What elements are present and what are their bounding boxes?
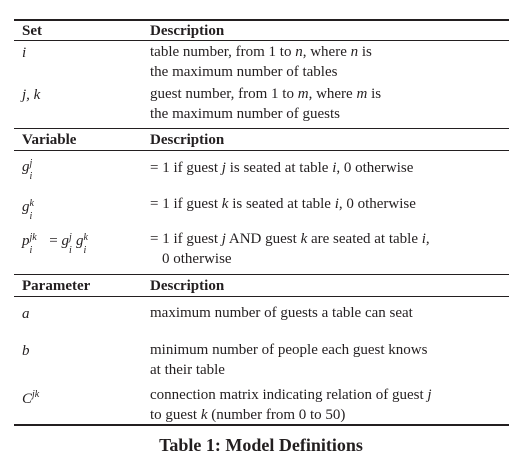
set-symbol-jk: j, k	[22, 87, 41, 103]
table-caption: Table 1: Model Definitions	[159, 435, 363, 455]
variable-symbol-gik: g k i	[22, 198, 34, 222]
set-jk-description	[150, 84, 381, 124]
variable-symbol-pijk: p jk i = g j i g k i	[22, 232, 88, 256]
variables-top-rule	[14, 128, 509, 129]
set-jk-desc-line-2: the maximum number of guests	[150, 106, 340, 122]
variables-header-rule	[14, 150, 509, 151]
variable-pijk-desc-line-2: 0 otherwise	[162, 251, 232, 267]
parameters-header-description: Description	[150, 278, 225, 294]
sets-header-rule	[14, 40, 509, 41]
parameter-b-description: minimum number of people each guest knows at their table	[150, 342, 428, 378]
variable-gik-description: = 1 if guest k is seated at table i, 0 otherwise	[150, 196, 416, 212]
variables-header-description: Description	[150, 132, 225, 148]
top-rule	[14, 19, 509, 21]
variable-gij-description: = 1 if guest j is seated at table i, 0 otherwise	[150, 160, 414, 176]
variable-symbol-gij: g j i	[22, 158, 33, 182]
parameter-a-description: maximum number of guests a table can seat	[150, 305, 413, 321]
set-jk-desc-line-1: guest number, from 1 to m, where m is	[150, 86, 382, 102]
sets-header-description: Description	[150, 23, 225, 39]
parameters-top-rule	[14, 274, 509, 275]
variable-pijk-description	[150, 229, 430, 269]
parameter-symbol-b: b	[22, 343, 30, 359]
parameter-cjk-description: connection matrix indicating relation of guest j to guest k (number from 0 to 50)	[150, 387, 432, 423]
parameter-symbol-a: a	[22, 306, 30, 322]
parameters-header-rule	[14, 296, 509, 297]
sets-header-name: Set	[22, 23, 42, 39]
parameter-symbol-cjk: $C^{jk}$	[22, 389, 40, 407]
variables-header-name: Variable	[22, 132, 77, 148]
set-i-desc-line-1: table number, from 1 to n, where n is	[150, 44, 372, 60]
set-i-description	[150, 42, 372, 82]
set-i-desc-line-2: the maximum number of tables	[150, 64, 338, 80]
set-symbol-i: i	[22, 45, 27, 61]
variable-pijk-desc-line-1: = 1 if guest j AND guest k are seated at table i,	[150, 231, 430, 247]
parameters-header-name: Parameter	[22, 278, 91, 294]
